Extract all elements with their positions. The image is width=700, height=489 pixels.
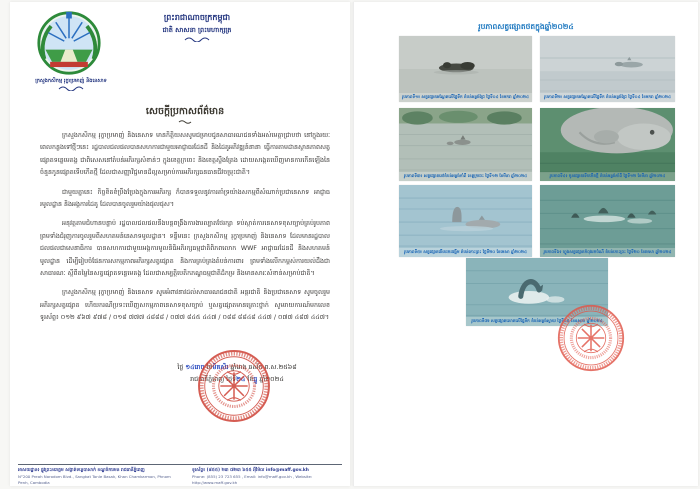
handwritten-month: មិគសិរ <box>212 364 229 371</box>
handwritten-day: ១៤រោច <box>185 364 205 371</box>
ministry-name <box>10 78 132 91</box>
river-photo-image <box>399 108 532 181</box>
photo-caption: រូបភាពទី៤៖ កូនផ្សោតទើបកើតថ្មី តំបន់អន្លង់កាំពី ថ្ងៃទី១២ ខែមីនា ឆ្នាំ២០២៤ <box>540 172 675 181</box>
letter-body <box>40 130 330 332</box>
photo-dolphin-floating-1 <box>399 36 532 102</box>
nation-religion-king: ជាតិ សាសនា ព្រះមហាក្សត្រ <box>162 26 232 34</box>
photo-caption: រូបភាពទី៦៖ ហ្វូងសត្វផ្សោតកំពុងរកចំណី តំបន់កោះព្រះ ថ្ងៃទី២០ ខែមេសា ឆ្នាំ២០២៤ <box>540 248 675 257</box>
ministry-name-text: ក្រសួងកសិកម្ម រុក្ខាប្រមាញ់ និងនេសាទ <box>35 78 107 84</box>
photo-caption: រូបភាពទី៣៖ សត្វផ្សោតនៅតំបន់អន្លង់កាំពី ខេត្តក្រចេះ ថ្ងៃទី១២ ខែមីនា ឆ្នាំ២០២៤ <box>399 172 532 181</box>
blue-water-photo-image <box>399 185 532 257</box>
paragraph-3: អនុវត្តតាមជំហានបន្ទាប់ រដ្ឋបាលជលផលនឹងបន្តពង្រឹងការងារល្បាតថែរក្សា ទប់ស្កាត់ការនេសាទខុសច្បាប់គ្រប់រូបភាព ព្រមទាំងជំរុញការចូលរួមពីសហគមន៍នេសាទមូលដ្ឋាន។ ទន្ទឹមនេះ ក្រសួងកសិកម្ម រុក្ខាប្រមាញ់ និងនេសាទ ដែលមានរដ្ឋបាលជលផលជាសេនាធិការ បានសហការជាមួយអង្គការមូលនិធិអភិរក្សធម្មជាតិពិភពលោក WWF អាជ្ញាធរដែនដី និងសហគមន៍មូលដ្ឋាន ដើម្បីរៀបចំផែនការសកម្មភាពអភិរក្សសត្វផ្សោត និងការគ្រប់គ្រងតំបន់ការពារ ព្រមទាំងលើកកម្ពស់ការយល់ដឹងជាសាធារណៈ ស្តីពីតម្លៃនៃសត្វផ្សោតទន្លេមេគង្គ ដែលជាសម្បត្តិបេតិកភណ្ឌធម្មជាតិដ៏កម្រ និងមានសារៈសំខាន់សម្រាប់ជាតិ។ <box>40 220 330 278</box>
photo-dolphin-pod <box>540 185 675 257</box>
title-ornament-icon <box>178 120 192 124</box>
maff-emblem-logo <box>36 10 102 76</box>
closeup-photo-image <box>540 108 675 181</box>
kingdom-title: ព្រះរាជាណាចក្រកម្ពុជា <box>163 13 231 22</box>
green-water-photo-image <box>540 185 675 257</box>
handwritten-day: ២៤ <box>236 376 246 383</box>
date-text: ឆ្នាំរោង ឆស័ក ព.ស.២៥៦៨ <box>228 364 297 371</box>
ministry-seal-stamp <box>196 348 272 424</box>
footer-divider <box>18 464 342 465</box>
annex-title: រូបភាពសត្វផ្សោតថតក្នុងឆ្នាំ២០២៤ <box>478 22 574 31</box>
letter-page <box>10 2 350 486</box>
paragraph-2: ជាមួយគ្នានេះ កិច្ចខិតខំប្រឹងប្រែងក្នុងការអភិរក្ស ក៏បានទទួលនូវការគាំទ្រយ៉ាងសកម្មពីសំណាក់ប្រជានេសាទ អាជ្ញាធរមូលដ្ឋាន និងអង្គការដៃគូ ដែលបានចូលរួមយ៉ាងផុលផុស។ <box>40 188 330 209</box>
date-text: ថ្ងៃ <box>177 364 186 371</box>
date-text: ខែ <box>204 364 213 371</box>
national-motto <box>122 12 272 42</box>
footer-contact <box>192 468 342 485</box>
photo-dolphin-surfacing <box>399 185 532 257</box>
press-release-title: សេចក្តីប្រកាសព័ត៌មាន <box>145 106 225 117</box>
header-flourish-icon <box>184 37 210 42</box>
photo-caption: រូបភាពទី៧៖ សត្វផ្សោតលោតលើផ្ទៃទឹក តំបន់អន្លង់ស្វាយ ថ្ងៃទី០៥ ខែឧសភា ឆ្នាំ២០២៤ <box>466 317 608 326</box>
photo-annex-page <box>353 2 698 486</box>
header-flourish-icon <box>58 86 84 91</box>
footer-contact-en: Phone: (855) 23 723 655 , Email: info@maff.gov.kh , Website: http://www.maff.gov.kh <box>192 474 313 485</box>
handwritten-month: ធ្នូ <box>253 376 258 383</box>
date-text: រាជធានីភ្នំពេញ ថ្ងៃទី <box>190 376 237 383</box>
date-text: ឆ្នាំ២០២៤ <box>257 376 284 383</box>
photo-caption: រូបភាពទី២៖ សត្វផ្សោតអណ្តែតលើផ្ទៃទឹក តំបន់អន្លង់ជ្រៃ ថ្ងៃទី០៤ ខែមករា ឆ្នាំ២០២៤ <box>540 93 675 102</box>
photo-caption: រូបភាពទី១៖ សត្វផ្សោតអណ្តែតលើផ្ទៃទឹក តំបន់អន្លង់ជ្រៃ ថ្ងៃទី០៤ ខែមករា ឆ្នាំ២០២៤ <box>399 93 532 102</box>
footer-address-en: N°200 Preah Norodom Blvd., Sangkat Tonle Basak, Khan Chamkarmon, Phnom Penh, Cambodia <box>18 474 171 485</box>
paragraph-4: ក្រសួងកសិកម្ម រុក្ខាប្រមាញ់ និងនេសាទ សូមអំពាវនាវដល់សាធារណជនជាតិ អន្តរជាតិ និងប្រជានេសាទ សូមចូលរួមអភិរក្សសត្វផ្សោត ហើយករណីប្រទះឃើញសកម្មភាពនេសាទខុសច្បាប់ ឬសត្វផ្សោតមានគ្រោះថ្នាក់ សូមរាយការណ៍មកលេខទូរស័ព្ទ៖ ០១២ ៩៦៧ ៩៧៨ / ០១៨ ៧៧៧ ៤៨៨៨ / ០៧៧ ៨៤៥ ៤៤៧ / ០៨៨ ៨៨៤៨ ៤៤៧ / ០៧៧ ៤៨៧ ៤៤៧។ <box>40 289 330 322</box>
footer-contact-km: ទូរស័ព្ទ៖ (៨៥៥) ២៣ ៧២៣ ៦៥៥ អុីម៉ែល info@maff.gov.kh <box>192 468 309 473</box>
photo-dolphin-floating-2 <box>540 36 675 102</box>
photo-dolphin-river <box>399 108 532 181</box>
paragraph-1: ក្រសួងកសិកម្ម រុក្ខាប្រមាញ់ និងនេសាទ មានកិត្តិយសសូមជម្រាបជូនសាធារណជនទាំងអស់មេត្តាជ្រាបថា នៅក្នុងរយៈពេលកន្លងទៅថ្មីៗនេះ រដ្ឋបាលជលផលបានសហការជាមួយអាជ្ញាធរដែនដី និងដៃគូអភិវឌ្ឍន៍នានា ធ្វើការតាមដានស្ថានភាពសត្វផ្សោតទន្លេមេគង្គ ជាពិសេសនៅតំបន់អភិរក្សសំខាន់ៗ ក្នុងខេត្តក្រចេះ និងខេត្តស្ទឹងត្រែង ដោយសង្កេតឃើញមានការកើនឡើងនៃចំនួនកូនផ្សោតទើបកើតថ្មី ដែលជាសញ្ញាវិជ្ជមានដ៏ល្អសម្រាប់ការអភិរក្សធនធានជីវចម្រុះជាតិ។ <box>40 132 330 177</box>
ministry-seal-stamp <box>556 303 626 373</box>
photo-caption: រូបភាពទី៥៖ សត្វផ្សោតងើបដកដង្ហើម តំបន់កោះព្រះ ថ្ងៃទី២០ ខែមេសា ឆ្នាំ២០២៤ <box>399 248 532 257</box>
photo-dolphin-calf-closeup <box>540 108 675 181</box>
footer-address-km: អាសយដ្ឋាន៖ ផ្លូវព្រះនរោត្តម សង្កាត់ទន្លេបាសាក់ ខណ្ឌចំការមន រាជធានីភ្នំពេញ <box>18 468 145 473</box>
date-text: ខែ <box>245 376 254 383</box>
footer-address <box>18 468 182 485</box>
